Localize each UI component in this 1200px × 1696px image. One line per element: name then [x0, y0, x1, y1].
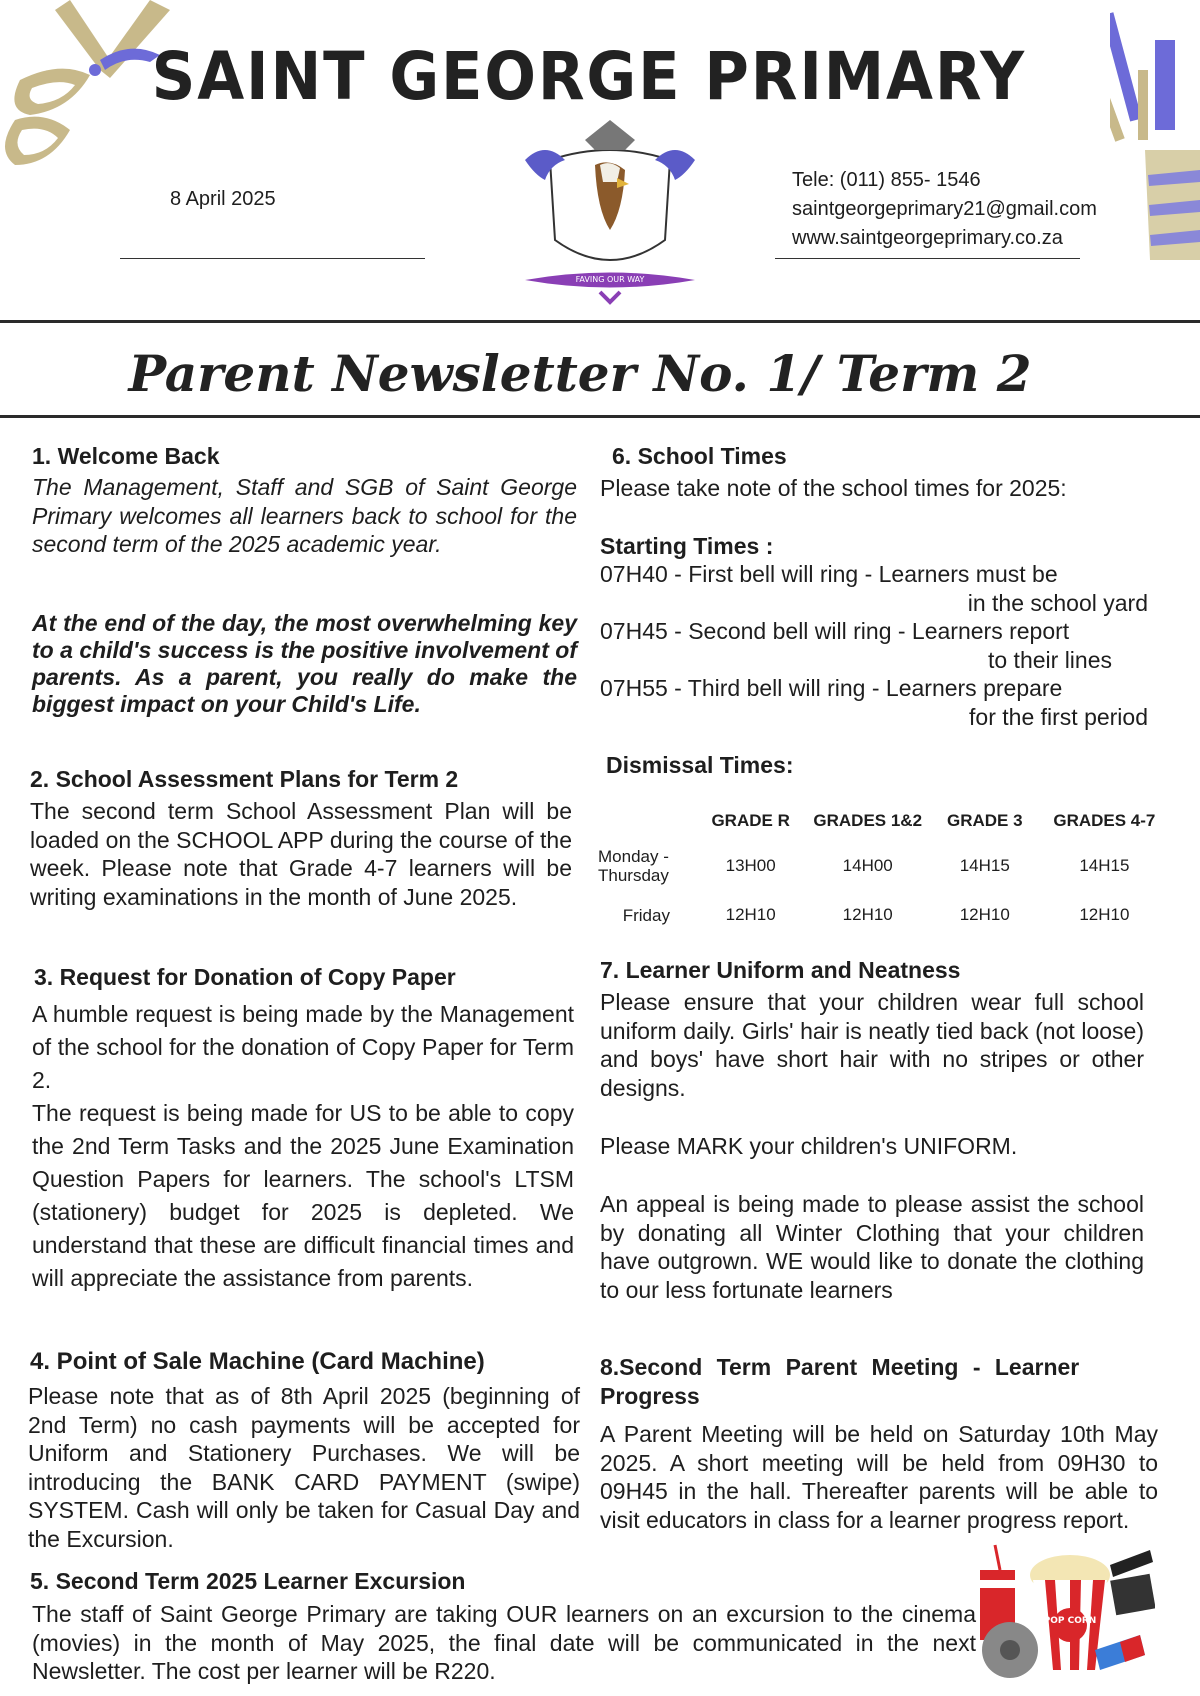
- table-cell: 12H10: [725, 905, 776, 924]
- section-3-body-1: A humble request is being made by the Management of the school for the donation of Copy Paper for Term 2.: [32, 1001, 574, 1093]
- table-header-row: [598, 805, 1168, 837]
- section-3-body-2: The request is being made for US to be able to copy the 2nd Term Tasks and the 2025 June Examination Question Papers for learners. The school's LTSM (stationery) budget for 2025 is depleted. We understand that these are difficult financial times and will appreciate the assistance from parents.: [32, 1100, 574, 1291]
- table-header-cell: GRADE R: [711, 811, 790, 830]
- table-row: [598, 895, 1168, 935]
- section-5-body: The staff of Saint George Primary are taking OUR learners on an excursion to the cinema (movies) in the month of May 2025, the final date will be communicated in the next Newsletter. The cost per learner will be R220.: [32, 1601, 976, 1684]
- section-1-heading: 1. Welcome Back: [32, 443, 220, 469]
- divider: [775, 258, 1080, 259]
- school-crest-icon: [505, 120, 715, 310]
- dismissal-times-heading: Dismissal Times:: [606, 752, 794, 778]
- section-2-body: The second term School Assessment Plan will be loaded on the SCHOOL APP during the course of the week. Please note that Grade 4-7 learners will be writing examinations in the month of June 2025.: [30, 798, 572, 910]
- section-6-heading: 6. School Times: [612, 443, 787, 469]
- start-time-1: 07H40 - First bell will ring - Learners must be in the school yard: [600, 561, 1148, 616]
- table-header-cell: GRADES 1&2: [813, 811, 923, 830]
- table-cell: 14H00: [842, 856, 893, 875]
- starting-times-list: [600, 560, 1148, 731]
- pencil-cup-icon: [1110, 10, 1200, 260]
- contact-website: www.saintgeorgeprimary.co.za: [792, 227, 1063, 249]
- table-cell: 14H15: [959, 856, 1010, 875]
- title-divider: [0, 415, 1200, 418]
- starting-times-heading: Starting Times :: [600, 533, 774, 559]
- section-7-body-1: Please ensure that your children wear full school uniform daily. Girls' hair is neatly tied back (not loose) and boys' have short hair with no stripes or other designs.: [600, 989, 1144, 1101]
- table-cell: 14H15: [1079, 856, 1130, 875]
- contact-block: [792, 166, 1097, 253]
- section-5-heading: 5. Second Term 2025 Learner Excursion: [30, 1568, 466, 1594]
- table-header-cell: GRADE 3: [946, 811, 1023, 830]
- section-7-body-3: An appeal is being made to please assist the school by donating all Winter Clothing that your children have outgrown. WE would like to donate the clothing to our less fortunate learners: [600, 1191, 1144, 1303]
- section-2-heading: 2. School Assessment Plans for Term 2: [30, 766, 459, 792]
- table-header-cell: GRADES 4-7: [1053, 811, 1156, 830]
- contact-email: saintgeorgeprimary21@gmail.com: [792, 198, 1097, 220]
- section-6-intro: Please take note of the school times for 2025:: [600, 475, 1067, 501]
- table-cell: 12H10: [1079, 905, 1130, 924]
- header-divider: [0, 320, 1200, 323]
- newsletter-date: 8 April 2025: [170, 188, 276, 210]
- section-1-intro: The Management, Staff and SGB of Saint George Primary welcomes all learners back to school for the second term of the 2025 academic year.: [32, 474, 577, 557]
- newsletter-title: Parent Newsletter No. 1/ Term 2: [128, 344, 1032, 403]
- start-time-2: 07H45 - Second bell will ring - Learners report to their lines: [600, 618, 1112, 673]
- table-cell: 12H10: [842, 905, 893, 924]
- table-cell-day: Monday - Thursday: [598, 847, 669, 885]
- cinema-popcorn-icon: [975, 1540, 1155, 1690]
- start-time-3: 07H55 - Third bell will ring - Learners prepare for the first period: [600, 675, 1148, 730]
- section-1-quote: At the end of the day, the most overwhelming key to a child's success is the positive involvement of parents. As a parent, you really do make the biggest impact on your Child's Life.: [32, 610, 577, 717]
- section-8-body: A Parent Meeting will be held on Saturday 10th May 2025. A short meeting will be held from 09H30 to 09H45 in the hall. Thereafter parents will be able to visit educators in class for a learner progress report.: [600, 1421, 1158, 1533]
- contact-phone: Tele: (011) 855- 1546: [792, 169, 981, 191]
- dismissal-times-table: [598, 805, 1168, 935]
- divider: [120, 258, 425, 259]
- crest-motto: FAVING OUR WAY: [575, 275, 645, 284]
- section-3-heading: 3. Request for Donation of Copy Paper: [34, 964, 456, 990]
- section-4-body: Please note that as of 8th April 2025 (beginning of 2nd Term) no cash payments will be accepted for Uniform and Stationery Purchases. We will be introducing the BANK CARD PAYMENT (swipe) SYSTEM. Cash will only be taken for Casual Day and the Excursion.: [28, 1383, 580, 1552]
- table-header-cell: [598, 805, 695, 837]
- section-4-heading: 4. Point of Sale Machine (Card Machine): [30, 1348, 485, 1375]
- table-cell: 12H10: [959, 905, 1010, 924]
- popcorn-label: POP CORN: [1043, 1616, 1097, 1626]
- table-cell: 13H00: [725, 856, 776, 875]
- table-row: [598, 837, 1168, 895]
- section-8-heading: 8.Second Term Parent Meeting - Learner Progress: [600, 1354, 1080, 1409]
- table-cell-day: Friday: [622, 905, 670, 925]
- school-name: SAINT GEORGE PRIMARY: [151, 38, 1026, 115]
- section-7-heading: 7. Learner Uniform and Neatness: [600, 957, 961, 983]
- section-7-body-2: Please MARK your children's UNIFORM.: [600, 1133, 1018, 1159]
